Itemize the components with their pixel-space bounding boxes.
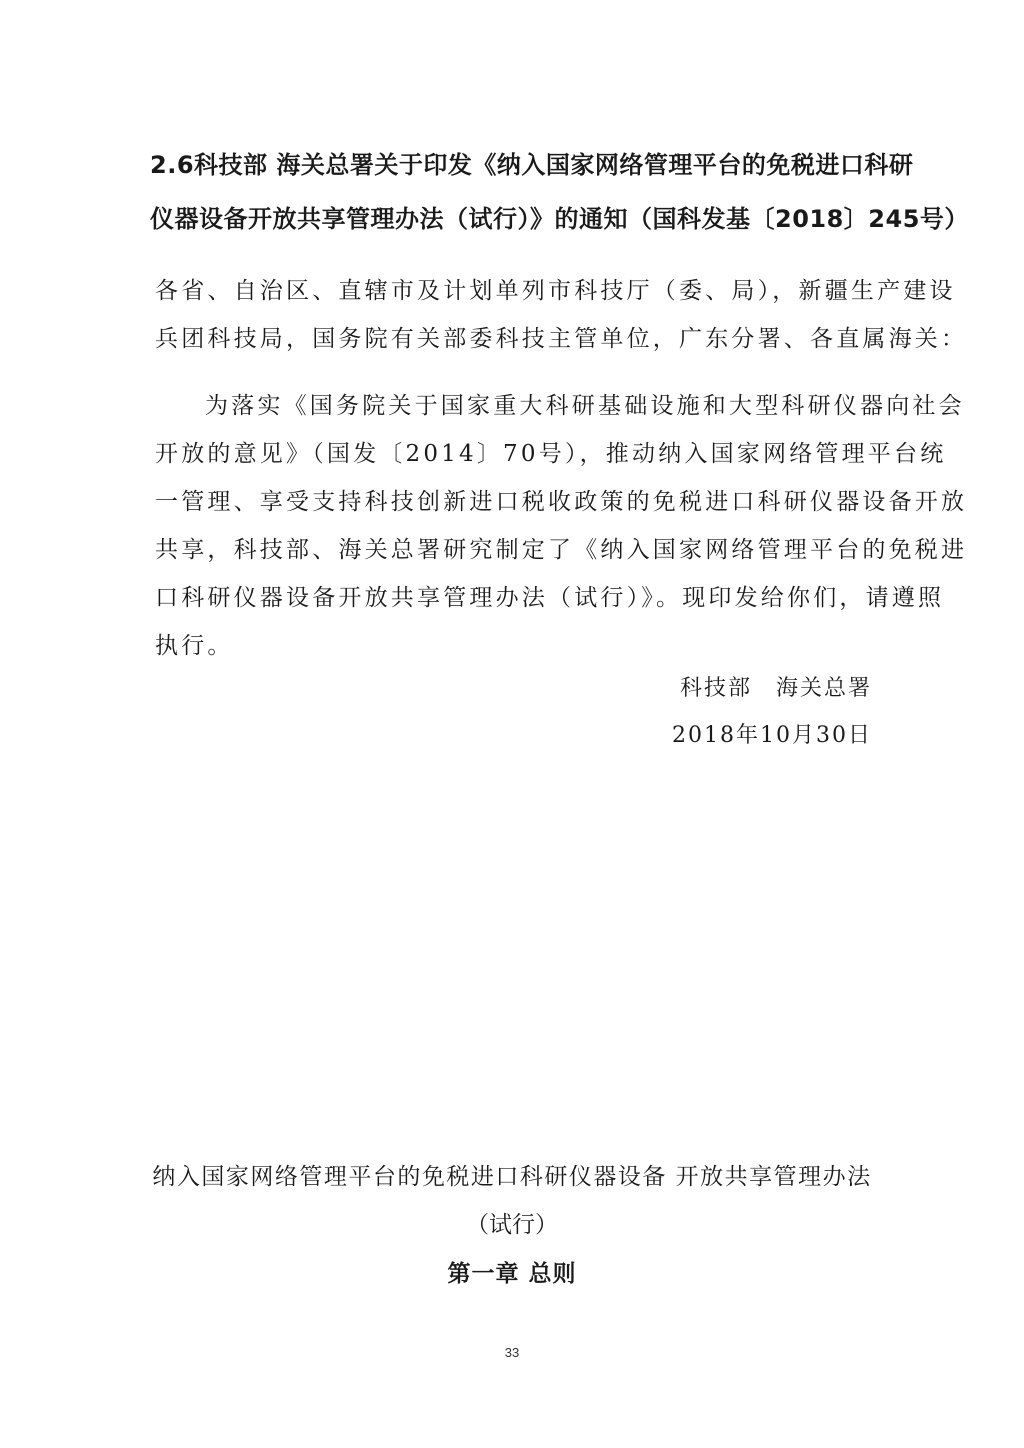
notice-heading-line-1: 2.6科技部 海关总署关于印发《纳入国家网络管理平台的免税进口科研 (150, 151, 914, 179)
addressee-line-2: 兵团科技局，国务院有关部委科技主管单位，广东分署、各直属海关： (155, 326, 968, 352)
page-number: 33 (504, 1345, 520, 1360)
signature-date: 2018年10月30日 (672, 723, 872, 748)
body-line-5: 口科研仪器设备开放共享管理办法（试行）》。现印发给你们，请遵照 (155, 585, 945, 611)
body-line-6: 执行。 (155, 633, 234, 659)
regulation-subtitle: （试行） (466, 1212, 558, 1238)
body-line-4: 共享，科技部、海关总署研究制定了《纳入国家网络管理平台的免税进 (155, 537, 968, 563)
chapter-heading: 第一章 总则 (447, 1261, 577, 1287)
signature-organizations: 科技部 海关总署 (679, 676, 872, 701)
body-line-1: 为落实《国务院关于国家重大科研基础设施和大型科研仪器向社会 (205, 393, 965, 419)
addressee-line-1: 各省、自治区、直辖市及计划单列市科技厅（委、局），新疆生产建设 (155, 278, 956, 304)
notice-heading-line-2: 仪器设备开放共享管理办法（试行）》的通知（国科发基〔2018〕245号） (150, 205, 969, 233)
body-line-3: 一管理、享受支持科技创新进口税收政策的免税进口科研仪器设备开放 (155, 489, 968, 515)
body-line-2: 开放的意见》（国发〔2014〕70号），推动纳入国家网络管理平台统 (155, 441, 947, 467)
regulation-title: 纳入国家网络管理平台的免税进口科研仪器设备 开放共享管理办法 (152, 1164, 872, 1190)
